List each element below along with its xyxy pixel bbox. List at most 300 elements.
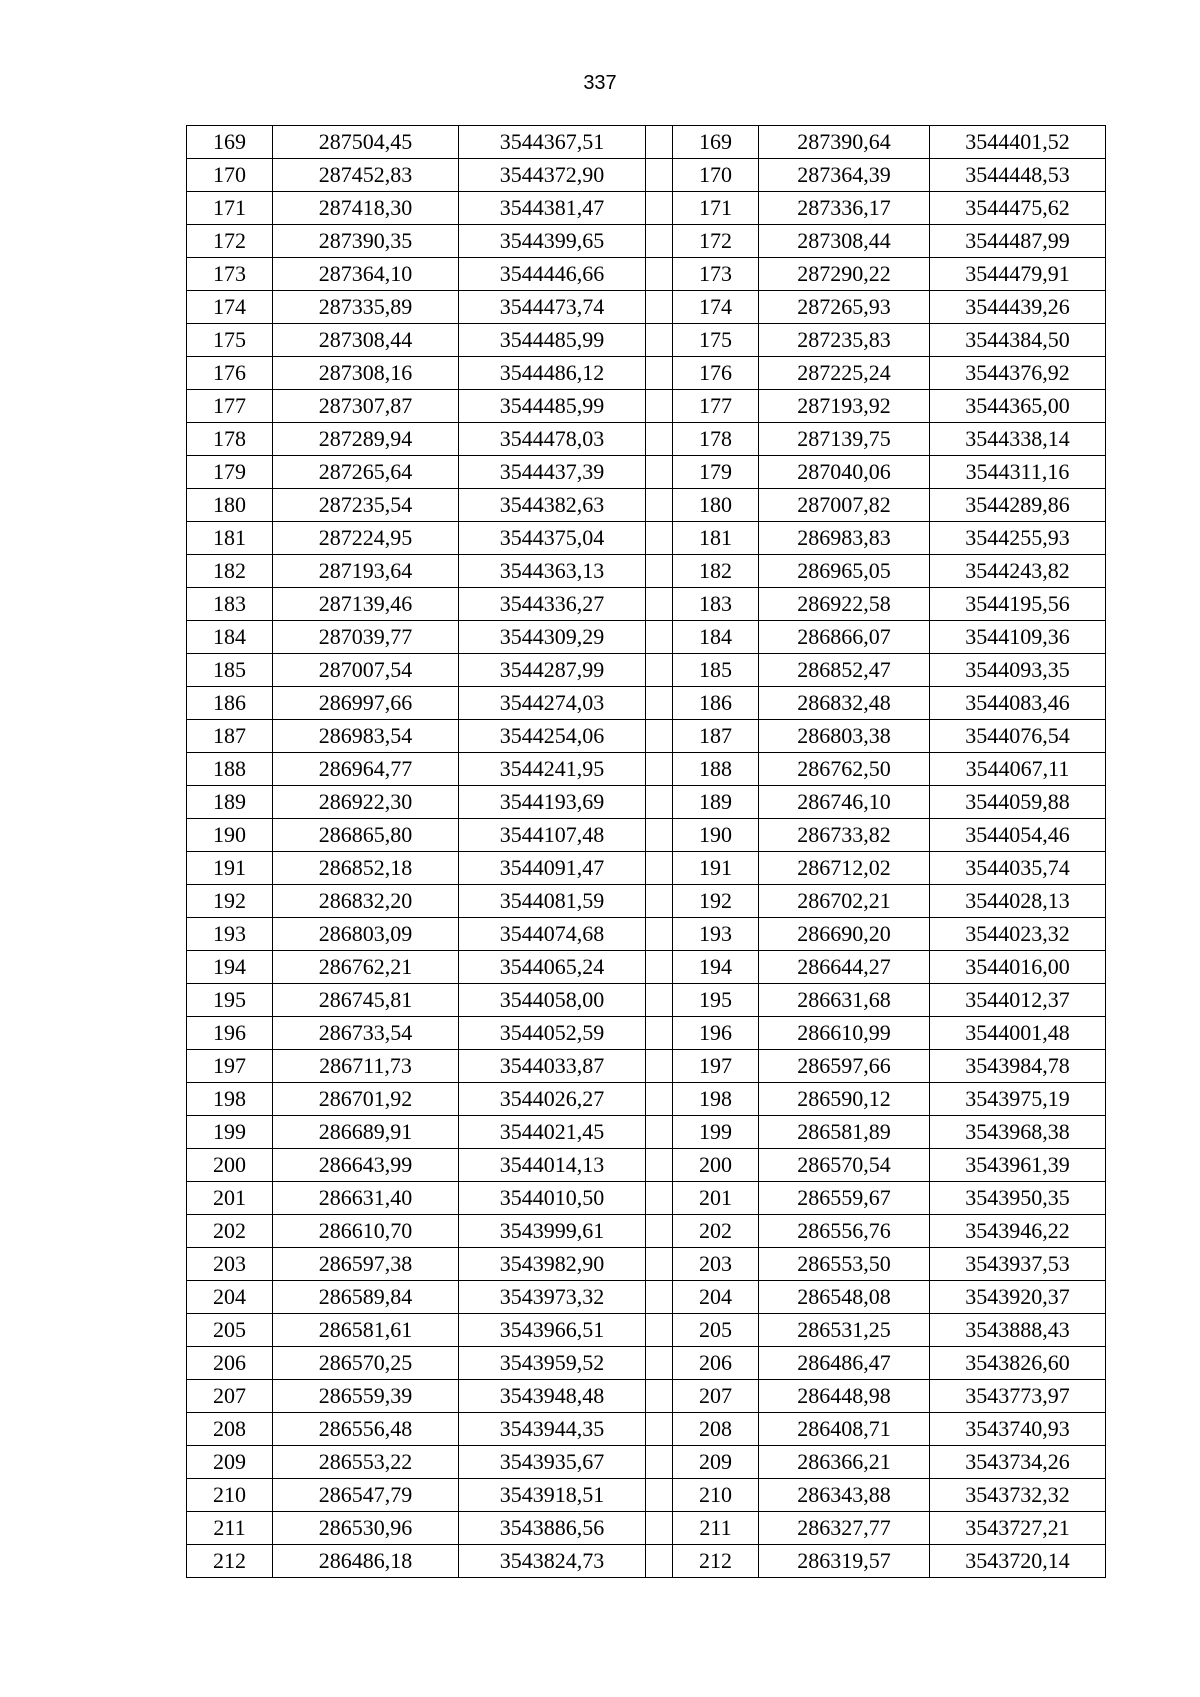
left-point-number: 188 — [187, 753, 273, 786]
right-y-coordinate: 3544384,50 — [930, 324, 1106, 357]
table-row — [187, 588, 1106, 621]
right-x-coordinate: 286553,50 — [759, 1248, 930, 1281]
right-y-coordinate: 3543946,22 — [930, 1215, 1106, 1248]
table-row — [187, 324, 1106, 357]
left-y-coordinate: 3543918,51 — [459, 1479, 646, 1512]
right-point-number: 182 — [673, 555, 759, 588]
left-y-coordinate: 3544065,24 — [459, 951, 646, 984]
right-y-coordinate: 3543961,39 — [930, 1149, 1106, 1182]
left-x-coordinate: 286803,09 — [273, 918, 459, 951]
right-point-number: 195 — [673, 984, 759, 1017]
left-y-coordinate: 3544367,51 — [459, 126, 646, 159]
separator-cell — [646, 324, 673, 357]
left-point-number: 204 — [187, 1281, 273, 1314]
right-y-coordinate: 3544076,54 — [930, 720, 1106, 753]
right-y-coordinate: 3544487,99 — [930, 225, 1106, 258]
right-x-coordinate: 286590,12 — [759, 1083, 930, 1116]
left-point-number: 192 — [187, 885, 273, 918]
separator-cell — [646, 390, 673, 423]
left-point-number: 195 — [187, 984, 273, 1017]
right-x-coordinate: 286762,50 — [759, 753, 930, 786]
left-point-number: 190 — [187, 819, 273, 852]
right-x-coordinate: 286852,47 — [759, 654, 930, 687]
table-row — [187, 258, 1106, 291]
left-point-number: 170 — [187, 159, 273, 192]
separator-cell — [646, 1248, 673, 1281]
left-x-coordinate: 287265,64 — [273, 456, 459, 489]
right-point-number: 201 — [673, 1182, 759, 1215]
separator-cell — [646, 1545, 673, 1578]
left-point-number: 212 — [187, 1545, 273, 1578]
left-point-number: 194 — [187, 951, 273, 984]
right-x-coordinate: 286556,76 — [759, 1215, 930, 1248]
left-x-coordinate: 286547,79 — [273, 1479, 459, 1512]
left-x-coordinate: 286530,96 — [273, 1512, 459, 1545]
right-y-coordinate: 3544001,48 — [930, 1017, 1106, 1050]
right-point-number: 202 — [673, 1215, 759, 1248]
separator-cell — [646, 621, 673, 654]
right-point-number: 179 — [673, 456, 759, 489]
left-y-coordinate: 3544485,99 — [459, 324, 646, 357]
right-point-number: 210 — [673, 1479, 759, 1512]
left-x-coordinate: 287307,87 — [273, 390, 459, 423]
left-point-number: 197 — [187, 1050, 273, 1083]
separator-cell — [646, 1380, 673, 1413]
left-point-number: 196 — [187, 1017, 273, 1050]
left-y-coordinate: 3543886,56 — [459, 1512, 646, 1545]
left-y-coordinate: 3544473,74 — [459, 291, 646, 324]
right-y-coordinate: 3544448,53 — [930, 159, 1106, 192]
left-x-coordinate: 287235,54 — [273, 489, 459, 522]
right-point-number: 173 — [673, 258, 759, 291]
separator-cell — [646, 951, 673, 984]
left-point-number: 193 — [187, 918, 273, 951]
table-row — [187, 885, 1106, 918]
right-x-coordinate: 286319,57 — [759, 1545, 930, 1578]
right-point-number: 208 — [673, 1413, 759, 1446]
right-x-coordinate: 286922,58 — [759, 588, 930, 621]
right-point-number: 183 — [673, 588, 759, 621]
right-x-coordinate: 286965,05 — [759, 555, 930, 588]
separator-cell — [646, 753, 673, 786]
separator-cell — [646, 456, 673, 489]
right-y-coordinate: 3544035,74 — [930, 852, 1106, 885]
left-y-coordinate: 3544485,99 — [459, 390, 646, 423]
right-x-coordinate: 286983,83 — [759, 522, 930, 555]
left-y-coordinate: 3543824,73 — [459, 1545, 646, 1578]
right-x-coordinate: 287007,82 — [759, 489, 930, 522]
right-y-coordinate: 3544475,62 — [930, 192, 1106, 225]
left-point-number: 198 — [187, 1083, 273, 1116]
right-x-coordinate: 286408,71 — [759, 1413, 930, 1446]
separator-cell — [646, 522, 673, 555]
right-point-number: 196 — [673, 1017, 759, 1050]
table-row — [187, 390, 1106, 423]
left-x-coordinate: 287364,10 — [273, 258, 459, 291]
left-point-number: 189 — [187, 786, 273, 819]
left-point-number: 177 — [187, 390, 273, 423]
left-point-number: 202 — [187, 1215, 273, 1248]
left-x-coordinate: 286762,21 — [273, 951, 459, 984]
right-x-coordinate: 286690,20 — [759, 918, 930, 951]
table-row — [187, 192, 1106, 225]
left-x-coordinate: 286711,73 — [273, 1050, 459, 1083]
separator-cell — [646, 687, 673, 720]
right-x-coordinate: 286803,38 — [759, 720, 930, 753]
left-y-coordinate: 3544081,59 — [459, 885, 646, 918]
left-y-coordinate: 3544375,04 — [459, 522, 646, 555]
right-y-coordinate: 3543727,21 — [930, 1512, 1106, 1545]
left-point-number: 175 — [187, 324, 273, 357]
left-point-number: 173 — [187, 258, 273, 291]
right-y-coordinate: 3544023,32 — [930, 918, 1106, 951]
left-x-coordinate: 286701,92 — [273, 1083, 459, 1116]
left-x-coordinate: 287224,95 — [273, 522, 459, 555]
left-point-number: 172 — [187, 225, 273, 258]
right-y-coordinate: 3544195,56 — [930, 588, 1106, 621]
left-x-coordinate: 286486,18 — [273, 1545, 459, 1578]
left-point-number: 210 — [187, 1479, 273, 1512]
left-x-coordinate: 287452,83 — [273, 159, 459, 192]
left-y-coordinate: 3544437,39 — [459, 456, 646, 489]
left-x-coordinate: 286597,38 — [273, 1248, 459, 1281]
right-point-number: 175 — [673, 324, 759, 357]
right-x-coordinate: 286866,07 — [759, 621, 930, 654]
right-x-coordinate: 286581,89 — [759, 1116, 930, 1149]
left-point-number: 191 — [187, 852, 273, 885]
right-x-coordinate: 286644,27 — [759, 951, 930, 984]
left-point-number: 185 — [187, 654, 273, 687]
right-point-number: 206 — [673, 1347, 759, 1380]
right-y-coordinate: 3544401,52 — [930, 126, 1106, 159]
separator-cell — [646, 1050, 673, 1083]
right-point-number: 207 — [673, 1380, 759, 1413]
separator-cell — [646, 1347, 673, 1380]
table-row — [187, 951, 1106, 984]
left-x-coordinate: 286852,18 — [273, 852, 459, 885]
left-point-number: 203 — [187, 1248, 273, 1281]
right-y-coordinate: 3544059,88 — [930, 786, 1106, 819]
separator-cell — [646, 489, 673, 522]
table-row — [187, 423, 1106, 456]
left-y-coordinate: 3544287,99 — [459, 654, 646, 687]
left-point-number: 208 — [187, 1413, 273, 1446]
left-point-number: 176 — [187, 357, 273, 390]
left-y-coordinate: 3543982,90 — [459, 1248, 646, 1281]
table-row — [187, 1446, 1106, 1479]
right-y-coordinate: 3544365,00 — [930, 390, 1106, 423]
left-y-coordinate: 3544058,00 — [459, 984, 646, 1017]
left-y-coordinate: 3543948,48 — [459, 1380, 646, 1413]
separator-cell — [646, 1479, 673, 1512]
separator-cell — [646, 885, 673, 918]
right-x-coordinate: 287235,83 — [759, 324, 930, 357]
right-point-number: 194 — [673, 951, 759, 984]
left-x-coordinate: 286865,80 — [273, 819, 459, 852]
left-y-coordinate: 3544193,69 — [459, 786, 646, 819]
right-x-coordinate: 287308,44 — [759, 225, 930, 258]
left-point-number: 184 — [187, 621, 273, 654]
left-x-coordinate: 286689,91 — [273, 1116, 459, 1149]
right-x-coordinate: 286486,47 — [759, 1347, 930, 1380]
separator-cell — [646, 357, 673, 390]
right-x-coordinate: 287040,06 — [759, 456, 930, 489]
table-row — [187, 291, 1106, 324]
table-row — [187, 918, 1106, 951]
separator-cell — [646, 1413, 673, 1446]
page-number: 337 — [583, 72, 617, 94]
table-row — [187, 357, 1106, 390]
right-x-coordinate: 286531,25 — [759, 1314, 930, 1347]
separator-cell — [646, 852, 673, 885]
left-y-coordinate: 3544091,47 — [459, 852, 646, 885]
left-point-number: 183 — [187, 588, 273, 621]
table-row — [187, 1314, 1106, 1347]
left-y-coordinate: 3544309,29 — [459, 621, 646, 654]
left-x-coordinate: 287039,77 — [273, 621, 459, 654]
left-point-number: 187 — [187, 720, 273, 753]
right-point-number: 185 — [673, 654, 759, 687]
right-y-coordinate: 3544289,86 — [930, 489, 1106, 522]
right-y-coordinate: 3543968,38 — [930, 1116, 1106, 1149]
table-row — [187, 654, 1106, 687]
left-point-number: 207 — [187, 1380, 273, 1413]
right-x-coordinate: 286448,98 — [759, 1380, 930, 1413]
right-y-coordinate: 3543773,97 — [930, 1380, 1106, 1413]
left-x-coordinate: 287308,44 — [273, 324, 459, 357]
left-point-number: 201 — [187, 1182, 273, 1215]
right-point-number: 184 — [673, 621, 759, 654]
right-y-coordinate: 3544028,13 — [930, 885, 1106, 918]
right-x-coordinate: 286610,99 — [759, 1017, 930, 1050]
left-y-coordinate: 3544446,66 — [459, 258, 646, 291]
table-row — [187, 1050, 1106, 1083]
left-y-coordinate: 3544478,03 — [459, 423, 646, 456]
left-x-coordinate: 286570,25 — [273, 1347, 459, 1380]
separator-cell — [646, 159, 673, 192]
left-point-number: 199 — [187, 1116, 273, 1149]
left-y-coordinate: 3544254,06 — [459, 720, 646, 753]
separator-cell — [646, 291, 673, 324]
left-point-number: 206 — [187, 1347, 273, 1380]
left-y-coordinate: 3544241,95 — [459, 753, 646, 786]
right-y-coordinate: 3544093,35 — [930, 654, 1106, 687]
right-point-number: 190 — [673, 819, 759, 852]
right-x-coordinate: 286733,82 — [759, 819, 930, 852]
separator-cell — [646, 555, 673, 588]
left-y-coordinate: 3543999,61 — [459, 1215, 646, 1248]
separator-cell — [646, 1017, 673, 1050]
right-x-coordinate: 287364,39 — [759, 159, 930, 192]
right-point-number: 188 — [673, 753, 759, 786]
table-row — [187, 852, 1106, 885]
separator-cell — [646, 786, 673, 819]
right-point-number: 205 — [673, 1314, 759, 1347]
right-point-number: 191 — [673, 852, 759, 885]
left-y-coordinate: 3544107,48 — [459, 819, 646, 852]
left-y-coordinate: 3544486,12 — [459, 357, 646, 390]
separator-cell — [646, 1182, 673, 1215]
left-x-coordinate: 287335,89 — [273, 291, 459, 324]
table-row — [187, 1347, 1106, 1380]
separator-cell — [646, 423, 673, 456]
right-y-coordinate: 3543740,93 — [930, 1413, 1106, 1446]
separator-cell — [646, 1314, 673, 1347]
right-x-coordinate: 286343,88 — [759, 1479, 930, 1512]
left-point-number: 211 — [187, 1512, 273, 1545]
separator-cell — [646, 918, 673, 951]
right-point-number: 181 — [673, 522, 759, 555]
left-point-number: 174 — [187, 291, 273, 324]
left-y-coordinate: 3544381,47 — [459, 192, 646, 225]
left-x-coordinate: 286964,77 — [273, 753, 459, 786]
separator-cell — [646, 588, 673, 621]
right-x-coordinate: 287390,64 — [759, 126, 930, 159]
left-y-coordinate: 3544033,87 — [459, 1050, 646, 1083]
table-row — [187, 489, 1106, 522]
right-x-coordinate: 286570,54 — [759, 1149, 930, 1182]
left-point-number: 205 — [187, 1314, 273, 1347]
right-point-number: 178 — [673, 423, 759, 456]
table-row — [187, 819, 1106, 852]
right-y-coordinate: 3543826,60 — [930, 1347, 1106, 1380]
right-x-coordinate: 287225,24 — [759, 357, 930, 390]
separator-cell — [646, 1446, 673, 1479]
right-y-coordinate: 3544067,11 — [930, 753, 1106, 786]
separator-cell — [646, 1116, 673, 1149]
coordinates-table-body — [187, 126, 1106, 1578]
table-row — [187, 126, 1106, 159]
right-point-number: 170 — [673, 159, 759, 192]
right-point-number: 187 — [673, 720, 759, 753]
right-x-coordinate: 287265,93 — [759, 291, 930, 324]
right-y-coordinate: 3544243,82 — [930, 555, 1106, 588]
right-y-coordinate: 3543975,19 — [930, 1083, 1106, 1116]
left-y-coordinate: 3544274,03 — [459, 687, 646, 720]
right-x-coordinate: 286712,02 — [759, 852, 930, 885]
coordinates-table — [186, 125, 1106, 1578]
table-row — [187, 456, 1106, 489]
table-row — [187, 1083, 1106, 1116]
left-y-coordinate: 3544021,45 — [459, 1116, 646, 1149]
right-y-coordinate: 3544054,46 — [930, 819, 1106, 852]
table-row — [187, 1545, 1106, 1578]
right-point-number: 200 — [673, 1149, 759, 1182]
left-x-coordinate: 286559,39 — [273, 1380, 459, 1413]
table-row — [187, 159, 1106, 192]
right-y-coordinate: 3544338,14 — [930, 423, 1106, 456]
right-point-number: 169 — [673, 126, 759, 159]
table-row — [187, 1182, 1106, 1215]
left-x-coordinate: 287418,30 — [273, 192, 459, 225]
left-y-coordinate: 3544010,50 — [459, 1182, 646, 1215]
right-point-number: 204 — [673, 1281, 759, 1314]
right-y-coordinate: 3543937,53 — [930, 1248, 1106, 1281]
right-x-coordinate: 286548,08 — [759, 1281, 930, 1314]
left-x-coordinate: 286631,40 — [273, 1182, 459, 1215]
table-row — [187, 786, 1106, 819]
left-x-coordinate: 286983,54 — [273, 720, 459, 753]
right-y-coordinate: 3544439,26 — [930, 291, 1106, 324]
left-point-number: 169 — [187, 126, 273, 159]
table-row — [187, 720, 1106, 753]
left-point-number: 171 — [187, 192, 273, 225]
right-x-coordinate: 286832,48 — [759, 687, 930, 720]
right-point-number: 199 — [673, 1116, 759, 1149]
left-x-coordinate: 286553,22 — [273, 1446, 459, 1479]
left-x-coordinate: 286832,20 — [273, 885, 459, 918]
right-y-coordinate: 3544012,37 — [930, 984, 1106, 1017]
separator-cell — [646, 984, 673, 1017]
separator-cell — [646, 654, 673, 687]
separator-cell — [646, 1215, 673, 1248]
left-y-coordinate: 3544363,13 — [459, 555, 646, 588]
table-row — [187, 1512, 1106, 1545]
right-y-coordinate: 3543720,14 — [930, 1545, 1106, 1578]
left-y-coordinate: 3544372,90 — [459, 159, 646, 192]
table-row — [187, 984, 1106, 1017]
right-y-coordinate: 3544016,00 — [930, 951, 1106, 984]
table-row — [187, 522, 1106, 555]
left-x-coordinate: 287289,94 — [273, 423, 459, 456]
right-y-coordinate: 3543732,32 — [930, 1479, 1106, 1512]
separator-cell — [646, 1083, 673, 1116]
left-point-number: 200 — [187, 1149, 273, 1182]
left-x-coordinate: 286922,30 — [273, 786, 459, 819]
left-y-coordinate: 3544074,68 — [459, 918, 646, 951]
left-x-coordinate: 286643,99 — [273, 1149, 459, 1182]
right-point-number: 212 — [673, 1545, 759, 1578]
right-point-number: 209 — [673, 1446, 759, 1479]
table-row — [187, 1413, 1106, 1446]
right-y-coordinate: 3543734,26 — [930, 1446, 1106, 1479]
left-x-coordinate: 287193,64 — [273, 555, 459, 588]
table-row — [187, 1281, 1106, 1314]
table-row — [187, 1248, 1106, 1281]
left-y-coordinate: 3543959,52 — [459, 1347, 646, 1380]
separator-cell — [646, 225, 673, 258]
separator-cell — [646, 1281, 673, 1314]
separator-cell — [646, 258, 673, 291]
right-point-number: 180 — [673, 489, 759, 522]
right-x-coordinate: 286597,66 — [759, 1050, 930, 1083]
right-x-coordinate: 286746,10 — [759, 786, 930, 819]
left-y-coordinate: 3544052,59 — [459, 1017, 646, 1050]
right-y-coordinate: 3543950,35 — [930, 1182, 1106, 1215]
table-row — [187, 1116, 1106, 1149]
right-y-coordinate: 3543984,78 — [930, 1050, 1106, 1083]
right-y-coordinate: 3544376,92 — [930, 357, 1106, 390]
left-point-number: 178 — [187, 423, 273, 456]
separator-cell — [646, 1149, 673, 1182]
table-row — [187, 687, 1106, 720]
table-row — [187, 1017, 1106, 1050]
left-point-number: 186 — [187, 687, 273, 720]
left-point-number: 179 — [187, 456, 273, 489]
right-point-number: 171 — [673, 192, 759, 225]
left-x-coordinate: 286556,48 — [273, 1413, 459, 1446]
left-y-coordinate: 3544014,13 — [459, 1149, 646, 1182]
left-x-coordinate: 287007,54 — [273, 654, 459, 687]
right-point-number: 197 — [673, 1050, 759, 1083]
right-y-coordinate: 3544255,93 — [930, 522, 1106, 555]
left-x-coordinate: 287308,16 — [273, 357, 459, 390]
left-x-coordinate: 286733,54 — [273, 1017, 459, 1050]
right-x-coordinate: 286559,67 — [759, 1182, 930, 1215]
left-x-coordinate: 286745,81 — [273, 984, 459, 1017]
right-point-number: 193 — [673, 918, 759, 951]
separator-cell — [646, 819, 673, 852]
